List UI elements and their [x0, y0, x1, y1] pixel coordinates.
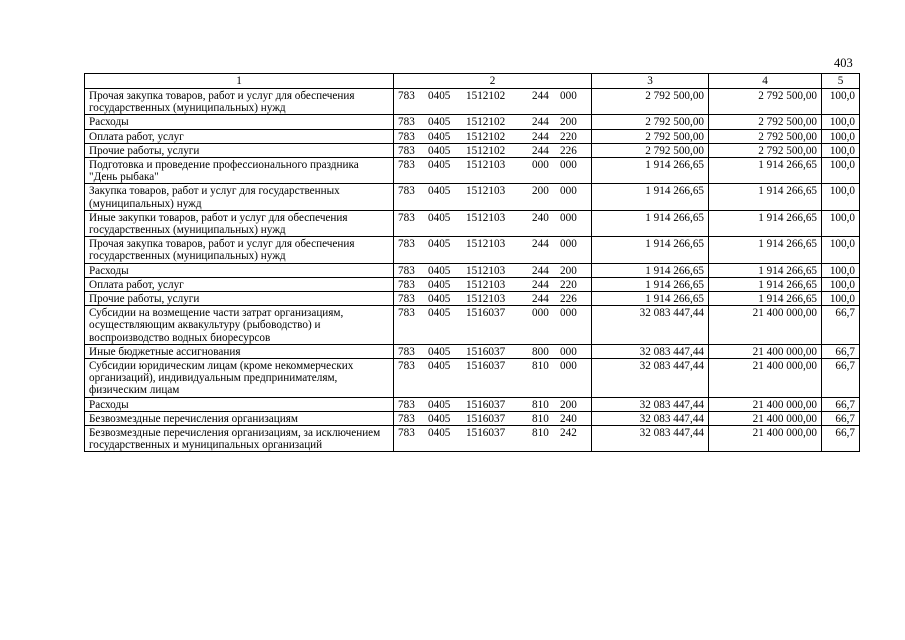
- classification-code: [394, 411, 592, 425]
- code-kosgu: 226: [560, 144, 577, 157]
- table-row: [85, 237, 860, 263]
- code-target: 1512102: [466, 90, 506, 102]
- col3-value: 32 083 447,44: [592, 411, 709, 425]
- col4-value: 2 792 500,00: [709, 115, 822, 129]
- code-kosgu: 000: [560, 90, 577, 102]
- code-section: 0405: [428, 185, 451, 198]
- code-target: 1516037: [466, 307, 506, 320]
- item-name: Расходы: [85, 397, 394, 411]
- code-ministry: 783: [398, 398, 415, 411]
- item-name: Подготовка и проведение профессионального праздника "День рыбака": [85, 158, 394, 184]
- item-name: Прочие работы, услуги: [85, 292, 394, 306]
- item-name: Расходы: [85, 263, 394, 277]
- code-section: 0405: [428, 427, 451, 440]
- code-expense-type: 240: [532, 211, 549, 224]
- col3-value: 2 792 500,00: [592, 143, 709, 157]
- col3-value: 1 914 266,65: [592, 277, 709, 291]
- code-section: 0405: [428, 264, 451, 277]
- code-ministry: 783: [398, 144, 415, 157]
- table-row: [85, 277, 860, 291]
- table-row: [85, 344, 860, 358]
- budget-table: [84, 73, 860, 452]
- code-target: 1512103: [466, 159, 506, 172]
- item-name: Расходы: [85, 115, 394, 129]
- code-target: 1512103: [466, 238, 506, 251]
- code-expense-type: 244: [532, 264, 549, 277]
- header-col-2: 2: [394, 74, 592, 89]
- table-row: [85, 397, 860, 411]
- col4-value: 2 792 500,00: [709, 143, 822, 157]
- col4-value: 21 400 000,00: [709, 397, 822, 411]
- page-number: 403: [834, 56, 853, 70]
- col3-value: 32 083 447,44: [592, 306, 709, 345]
- col5-percent: 100,0: [822, 292, 860, 306]
- item-name: Иные бюджетные ассигнования: [85, 344, 394, 358]
- col4-value: 1 914 266,65: [709, 184, 822, 210]
- col3-value: 1 914 266,65: [592, 210, 709, 236]
- code-expense-type: 244: [532, 116, 549, 129]
- code-expense-type: 244: [532, 278, 549, 291]
- item-name: Безвозмездные перечисления организациям: [85, 411, 394, 425]
- col4-value: 21 400 000,00: [709, 359, 822, 398]
- code-kosgu: 220: [560, 130, 577, 143]
- code-target: 1512103: [466, 185, 506, 198]
- code-target: 1512103: [466, 264, 506, 277]
- classification-code: [394, 277, 592, 291]
- code-expense-type: 244: [532, 144, 549, 157]
- col5-percent: 66,7: [822, 359, 860, 398]
- col3-value: 1 914 266,65: [592, 158, 709, 184]
- code-kosgu: 220: [560, 278, 577, 291]
- code-ministry: 783: [398, 116, 415, 129]
- code-target: 1512102: [466, 116, 506, 129]
- classification-code: [394, 184, 592, 210]
- item-name: Прочая закупка товаров, работ и услуг для обеспечения государственных (муниципальных) нужд: [85, 89, 394, 115]
- col5-percent: 66,7: [822, 426, 860, 452]
- code-section: 0405: [428, 398, 451, 411]
- classification-code: [394, 359, 592, 398]
- item-name: Закупка товаров, работ и услуг для государственных (муниципальных) нужд: [85, 184, 394, 210]
- col4-value: 21 400 000,00: [709, 426, 822, 452]
- code-ministry: 783: [398, 293, 415, 306]
- code-ministry: 783: [398, 278, 415, 291]
- code-target: 1512103: [466, 293, 506, 306]
- classification-code: [394, 210, 592, 236]
- col3-value: 32 083 447,44: [592, 426, 709, 452]
- col5-percent: 66,7: [822, 397, 860, 411]
- item-name: Прочие работы, услуги: [85, 143, 394, 157]
- col4-value: 1 914 266,65: [709, 263, 822, 277]
- classification-code: [394, 292, 592, 306]
- code-section: 0405: [428, 293, 451, 306]
- code-expense-type: 200: [532, 185, 549, 198]
- code-target: 1512102: [466, 144, 506, 157]
- code-section: 0405: [428, 211, 451, 224]
- col3-value: 32 083 447,44: [592, 344, 709, 358]
- item-name: Субсидии юридическим лицам (кроме некоммерческих организаций), индивидуальным предпринимателям, физическим лицам: [85, 359, 394, 398]
- code-ministry: 783: [398, 130, 415, 143]
- code-section: 0405: [428, 278, 451, 291]
- code-expense-type: 810: [532, 398, 549, 411]
- code-section: 0405: [428, 159, 451, 172]
- table-row: [85, 306, 860, 345]
- code-target: 1516037: [466, 412, 506, 425]
- code-target: 1512103: [466, 278, 506, 291]
- code-section: 0405: [428, 130, 451, 143]
- col4-value: 21 400 000,00: [709, 344, 822, 358]
- code-kosgu: 200: [560, 264, 577, 277]
- col5-percent: 100,0: [822, 277, 860, 291]
- col5-percent: 66,7: [822, 306, 860, 345]
- col3-value: 32 083 447,44: [592, 359, 709, 398]
- table-row: [85, 143, 860, 157]
- code-ministry: 783: [398, 238, 415, 251]
- item-name: Прочая закупка товаров, работ и услуг для обеспечения государственных (муниципальных) нужд: [85, 237, 394, 263]
- col4-value: 1 914 266,65: [709, 277, 822, 291]
- code-ministry: 783: [398, 90, 415, 102]
- table-row: [85, 158, 860, 184]
- table-row: [85, 292, 860, 306]
- code-ministry: 783: [398, 427, 415, 440]
- col3-value: 2 792 500,00: [592, 89, 709, 115]
- classification-code: [394, 129, 592, 143]
- code-section: 0405: [428, 360, 451, 373]
- header-row: [85, 74, 860, 89]
- classification-code: [394, 344, 592, 358]
- table-row: [85, 115, 860, 129]
- col4-value: 1 914 266,65: [709, 210, 822, 236]
- item-name: Оплата работ, услуг: [85, 129, 394, 143]
- col4-value: 1 914 266,65: [709, 158, 822, 184]
- table-row: [85, 426, 860, 452]
- col3-value: 32 083 447,44: [592, 397, 709, 411]
- code-expense-type: 810: [532, 427, 549, 440]
- table-row: [85, 359, 860, 398]
- classification-code: [394, 263, 592, 277]
- item-name: Безвозмездные перечисления организациям, за исключением государственных и муниципальных организаций: [85, 426, 394, 452]
- col5-percent: 100,0: [822, 115, 860, 129]
- col5-percent: 100,0: [822, 184, 860, 210]
- code-ministry: 783: [398, 345, 415, 358]
- code-target: 1516037: [466, 398, 506, 411]
- col5-percent: 100,0: [822, 263, 860, 277]
- item-name: Субсидии на возмещение части затрат организациям, осуществляющим аквакультуру (рыбоводство) и воспроизводство водных биоресурсов: [85, 306, 394, 345]
- classification-code: [394, 426, 592, 452]
- col5-percent: 100,0: [822, 237, 860, 263]
- table-row: [85, 184, 860, 210]
- col3-value: 1 914 266,65: [592, 292, 709, 306]
- code-kosgu: 240: [560, 412, 577, 425]
- col3-value: 1 914 266,65: [592, 184, 709, 210]
- col3-value: 1 914 266,65: [592, 237, 709, 263]
- code-section: 0405: [428, 144, 451, 157]
- col5-percent: 100,0: [822, 129, 860, 143]
- code-section: 0405: [428, 345, 451, 358]
- code-target: 1516037: [466, 360, 506, 373]
- code-section: 0405: [428, 412, 451, 425]
- classification-code: [394, 89, 592, 115]
- code-ministry: 783: [398, 307, 415, 320]
- code-expense-type: 800: [532, 345, 549, 358]
- table-row: [85, 129, 860, 143]
- classification-code: [394, 115, 592, 129]
- code-kosgu: 000: [560, 185, 577, 198]
- col5-percent: 100,0: [822, 89, 860, 115]
- code-target: 1512102: [466, 130, 506, 143]
- item-name: Оплата работ, услуг: [85, 277, 394, 291]
- code-kosgu: 000: [560, 307, 577, 320]
- col4-value: 2 792 500,00: [709, 129, 822, 143]
- code-expense-type: 244: [532, 130, 549, 143]
- col4-value: 21 400 000,00: [709, 306, 822, 345]
- code-kosgu: 000: [560, 345, 577, 358]
- code-kosgu: 200: [560, 116, 577, 129]
- code-kosgu: 000: [560, 360, 577, 373]
- code-kosgu: 000: [560, 238, 577, 251]
- table-row: [85, 89, 860, 115]
- code-expense-type: 810: [532, 360, 549, 373]
- col3-value: 2 792 500,00: [592, 129, 709, 143]
- classification-code: [394, 158, 592, 184]
- code-ministry: 783: [398, 159, 415, 172]
- col5-percent: 100,0: [822, 143, 860, 157]
- code-ministry: 783: [398, 264, 415, 277]
- header-col-1: 1: [85, 74, 394, 89]
- code-ministry: 783: [398, 360, 415, 373]
- classification-code: [394, 306, 592, 345]
- col5-percent: 66,7: [822, 411, 860, 425]
- header-col-3: 3: [592, 74, 709, 89]
- code-expense-type: 244: [532, 293, 549, 306]
- header-col-4: 4: [709, 74, 822, 89]
- code-kosgu: 200: [560, 398, 577, 411]
- classification-code: [394, 143, 592, 157]
- classification-code: [394, 397, 592, 411]
- col4-value: 21 400 000,00: [709, 411, 822, 425]
- classification-code: [394, 237, 592, 263]
- code-kosgu: 000: [560, 211, 577, 224]
- code-expense-type: 810: [532, 412, 549, 425]
- col4-value: 2 792 500,00: [709, 89, 822, 115]
- code-expense-type: 000: [532, 307, 549, 320]
- col5-percent: 66,7: [822, 344, 860, 358]
- col3-value: 2 792 500,00: [592, 115, 709, 129]
- code-section: 0405: [428, 238, 451, 251]
- item-name: Иные закупки товаров, работ и услуг для обеспечения государственных (муниципальных) нужд: [85, 210, 394, 236]
- code-section: 0405: [428, 90, 451, 102]
- code-ministry: 783: [398, 211, 415, 224]
- code-expense-type: 244: [532, 90, 549, 102]
- code-target: 1512103: [466, 211, 506, 224]
- code-section: 0405: [428, 307, 451, 320]
- code-section: 0405: [428, 116, 451, 129]
- table-row: [85, 411, 860, 425]
- code-kosgu: 242: [560, 427, 577, 440]
- col3-value: 1 914 266,65: [592, 263, 709, 277]
- code-target: 1516037: [466, 427, 506, 440]
- code-ministry: 783: [398, 185, 415, 198]
- table-row: [85, 210, 860, 236]
- code-kosgu: 000: [560, 159, 577, 172]
- header-col-5: 5: [822, 74, 860, 89]
- code-ministry: 783: [398, 412, 415, 425]
- col5-percent: 100,0: [822, 210, 860, 236]
- code-expense-type: 244: [532, 238, 549, 251]
- col4-value: 1 914 266,65: [709, 237, 822, 263]
- table-body: [85, 89, 860, 452]
- code-target: 1516037: [466, 345, 506, 358]
- col5-percent: 100,0: [822, 158, 860, 184]
- code-kosgu: 226: [560, 293, 577, 306]
- col4-value: 1 914 266,65: [709, 292, 822, 306]
- code-expense-type: 000: [532, 159, 549, 172]
- table-row: [85, 263, 860, 277]
